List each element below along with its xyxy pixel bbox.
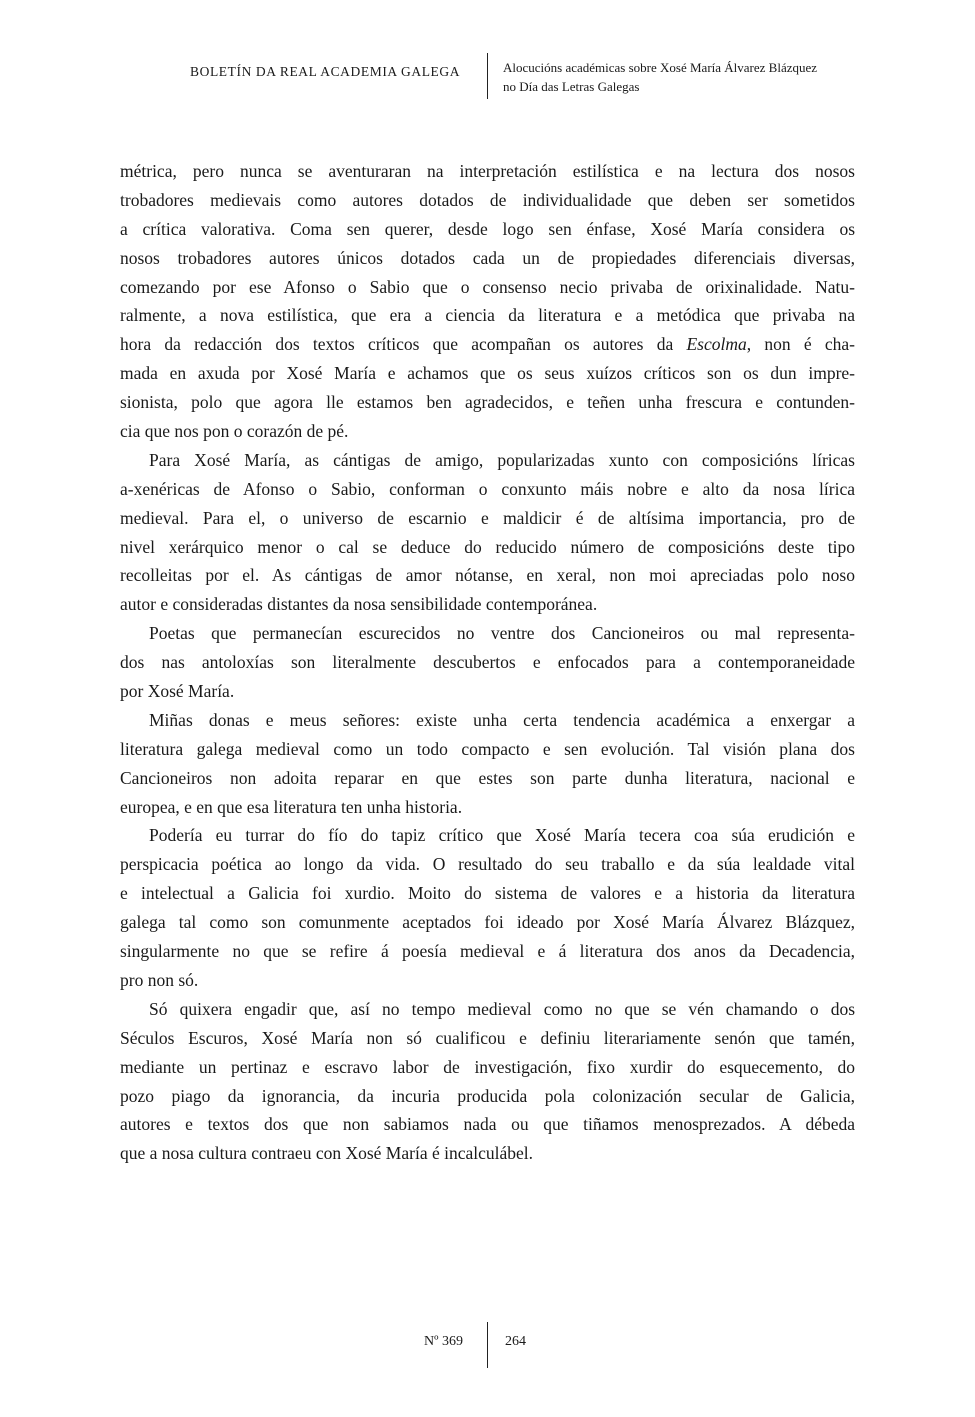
italic-title: Escolma	[686, 334, 747, 355]
text-line: hora da redacción dos textos críticos que acompañan os autores da Escolma, non é cha-	[120, 334, 855, 355]
text-line: Podería eu turrar do fío do tapiz crítico que Xosé María tecera coa súa erudición e	[149, 825, 855, 846]
footer-divider	[487, 1322, 488, 1368]
text-line: pozo piago da ignorancia, da incuria producida pola colonización secular de Galicia,	[120, 1085, 855, 1106]
journal-title: BOLETÍN DA REAL ACADEMIA GALEGA	[190, 64, 461, 79]
text-line: medieval. Para el, o universo de escarnio e maldicir é de altísima importancia, pro de	[120, 507, 855, 528]
page-number: 264	[505, 1334, 526, 1349]
text-line: nivel xerárquico menor o cal se deduce do reducido número de composicións deste tipo	[120, 536, 855, 557]
text-line: cia que nos pon o corazón de pé.	[120, 421, 349, 442]
text-line: nosos trobadores autores únicos dotados cada un de propiedades diferenciais diversas,	[120, 247, 855, 268]
text-line: que a nosa cultura contraeu con Xosé María é incalculábel.	[120, 1143, 534, 1164]
text-line: mada en axuda por Xosé María e achamos que os seus xuízos críticos son os dun impre-	[120, 363, 855, 384]
text-line: Miñas donas e meus señores: existe unha certa tendencia académica a enxergar a	[149, 709, 855, 730]
section-title-line-1: Alocucións académicas sobre Xosé María Álvarez Blázquez	[503, 60, 818, 75]
issue-number: Nº 369	[424, 1334, 463, 1349]
paragraph	[120, 619, 855, 706]
text-line: comezando por ese Afonso o Sabio que o consenso necio privaba de orixinalidade. Natu-	[120, 276, 855, 297]
text-line: e intelectual a Galicia foi xurdio. Moito do sistema de valores e a historia da literatura	[120, 883, 855, 904]
paragraph	[120, 706, 855, 822]
text-line: ralmente, a nova estilística, que era a ciencia da literatura e a metódica que privaba na	[120, 305, 855, 326]
text-line: perspicacia poética ao longo da vida. O resultado do seu traballo e da súa lealdade vital	[120, 854, 855, 875]
text-line: europea, e en que esa literatura ten unha historia.	[120, 796, 463, 817]
text-line: singularmente no que se refire á poesía medieval e á literatura dos anos da Decadencia,	[120, 941, 855, 962]
text-line: a crítica valorativa. Coma sen querer, desde logo sen énfase, Xosé María considera os	[120, 218, 855, 239]
text-line: Cancioneiros non adoita reparar en que estes son parte dunha literatura, nacional e	[120, 767, 855, 788]
text-line: recolleitas por el. As cántigas de amor nótanse, en xeral, non moi apreciadas polo noso	[120, 565, 855, 586]
text-line: pro non só.	[120, 969, 199, 990]
text-line: autor e consideradas distantes da nosa sensibilidade contemporánea.	[120, 594, 598, 615]
text-line: galega tal como son comunmente aceptados foi ideado por Xosé María Álvarez Blázquez,	[120, 912, 855, 933]
paragraph	[120, 995, 855, 1168]
text-line: literatura galega medieval como un todo compacto e sen evolución. Tal visión plana dos	[120, 738, 855, 759]
header-divider	[487, 53, 488, 99]
paragraph	[120, 157, 855, 446]
section-title-line-2: no Día das Letras Galegas	[503, 79, 640, 94]
text-line: sionista, polo que agora lle estamos ben agradecidos, e teñen unha frescura e contunden-	[120, 392, 855, 413]
text-line: métrica, pero nunca se aventuraran na interpretación estilística e na lectura dos nosos	[120, 161, 855, 181]
text-line: dos nas antoloxías son literalmente descubertos e enfocados para a contemporaneidade	[120, 652, 855, 673]
body-text	[120, 157, 855, 1168]
section-title	[503, 58, 817, 96]
text-line: Poetas que permanecían escurecidos no ventre dos Cancioneiros ou mal representa-	[149, 623, 855, 644]
text-line: Séculos Escuros, Xosé María non só cualificou e definiu literariamente senón que tamén,	[120, 1027, 855, 1048]
text-line: mediante un pertinaz e escravo labor de investigación, fixo xurdir do esquecemento, do	[120, 1056, 855, 1077]
text-line: autores e textos dos que non sabiamos nada ou que tiñamos menosprezados. A débeda	[120, 1114, 855, 1135]
paragraph	[120, 821, 855, 994]
text-line: por Xosé María.	[120, 681, 235, 702]
text-line: trobadores medievais como autores dotados de individualidade que deben ser sometidos	[120, 189, 855, 210]
text-line: Para Xosé María, as cántigas de amigo, popularizadas xunto con composicións líricas	[149, 449, 855, 470]
text-line: a-xenéricas de Afonso o Sabio, conforman o conxunto máis nobre e alto da nosa lírica	[120, 478, 855, 499]
paragraph	[120, 446, 855, 619]
text-line: Só quixera engadir que, así no tempo medieval como no que se vén chamando o dos	[149, 998, 855, 1019]
